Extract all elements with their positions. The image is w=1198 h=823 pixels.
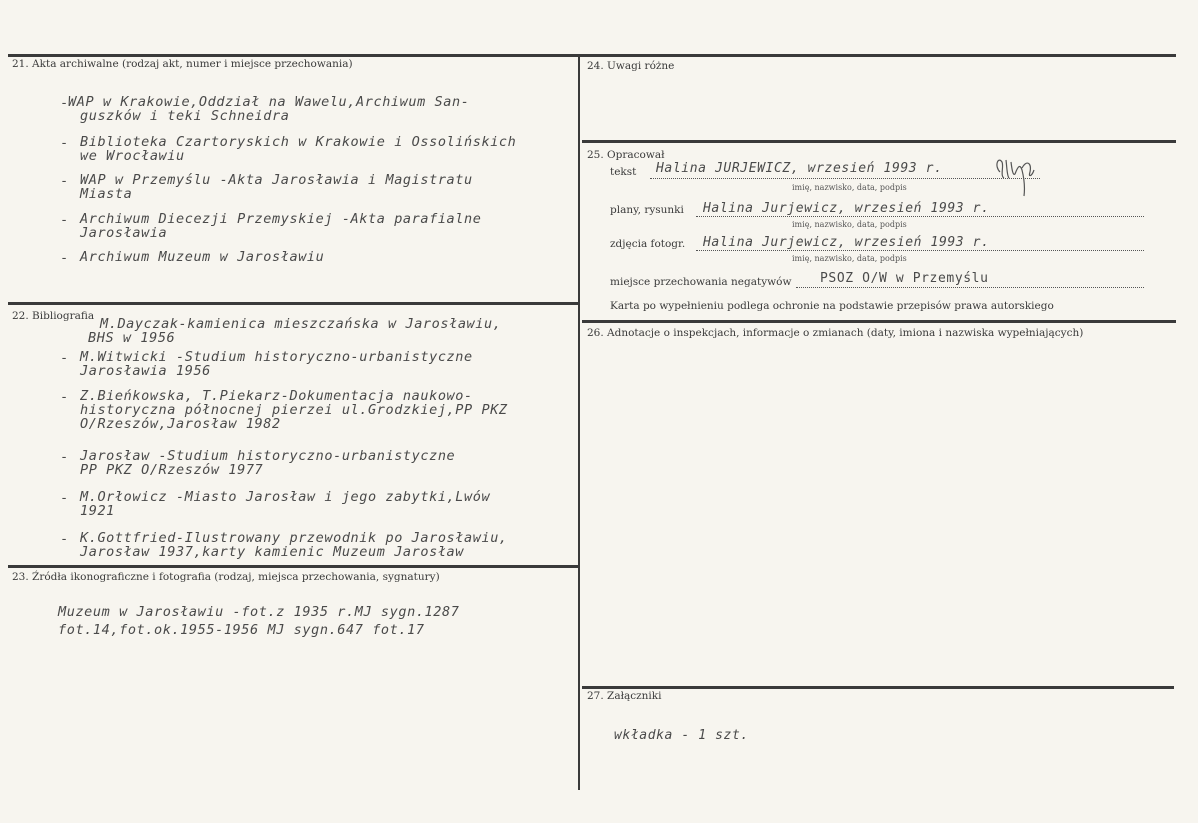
plany-caption: imię, nazwisko, data, podpis xyxy=(792,220,907,229)
entry-dash: - xyxy=(60,212,69,228)
entry-line: guszków i teki Schneidra xyxy=(80,108,290,124)
rule-21-22 xyxy=(8,302,578,305)
iconography-line1: Muzeum w Jarosławiu -fot.z 1935 r.MJ sygn.1287 xyxy=(58,604,460,620)
rule-25-26 xyxy=(582,320,1176,323)
rule-26-27 xyxy=(582,686,1174,689)
tekst-caption: imię, nazwisko, data, podpis xyxy=(792,183,907,192)
entry-dash: - xyxy=(60,449,69,465)
section-22-header: 22. Bibliografia xyxy=(12,310,95,322)
section-27-header: 27. Załączniki xyxy=(587,690,662,702)
entry-line: Biblioteka Czartoryskich w Krakowie i Ossolińskich xyxy=(80,134,517,150)
tekst-dotline xyxy=(650,178,1040,179)
entry-line: PP PKZ O/Rzeszów 1977 xyxy=(80,462,264,478)
plany-value: Halina Jurjewicz, wrzesień 1993 r. xyxy=(703,201,990,216)
rule-22-23 xyxy=(8,565,578,568)
entry-dash: - xyxy=(60,490,69,506)
entry-line: Archiwum Muzeum w Jarosławiu xyxy=(80,249,325,265)
zdjecia-label: zdjęcia fotogr. xyxy=(610,238,686,250)
tekst-label: tekst xyxy=(610,166,637,178)
plany-dotline xyxy=(696,216,1144,217)
entry-line: we Wrocławiu xyxy=(80,148,185,164)
handwritten-signature xyxy=(992,152,1042,200)
entry-line: Z.Bieńkowska, T.Piekarz-Dokumentacja naukowo- xyxy=(80,388,473,404)
miejsce-label: miejsce przechowania negatywów xyxy=(610,276,792,288)
section-23-header: 23. Źródła ikonograficzne i fotografia (rodzaj, miejsca przechowania, sygnatury) xyxy=(12,571,440,583)
section-25-header: 25. Opracował xyxy=(587,149,665,161)
entry-dash: - xyxy=(60,95,69,111)
entry-dash: - xyxy=(60,135,69,151)
entry-line: K.Gottfried-Ilustrowany przewodnik po Jarosławiu, xyxy=(80,530,508,546)
entry-dash: - xyxy=(60,173,69,189)
entry-line: Archiwum Diecezji Przemyskiej -Akta parafialne xyxy=(80,211,482,227)
entry-line: Jarosław 1937,karty kamienic Muzeum Jarosław xyxy=(80,544,465,560)
entry-line: historyczna północnej pierzei ul.Grodzkiej,PP PKZ xyxy=(80,402,508,418)
rule-24-25 xyxy=(582,140,1176,143)
section-21-header: 21. Akta archiwalne (rodzaj akt, numer i miejsce przechowania) xyxy=(12,58,353,70)
entry-line: M.Orłowicz -Miasto Jarosław i jego zabytki,Lwów xyxy=(80,489,491,505)
zdjecia-dotline xyxy=(696,250,1144,251)
miejsce-dotline xyxy=(796,287,1144,288)
section-24-header: 24. Uwagi różne xyxy=(587,60,675,72)
entry-dash: - xyxy=(60,389,69,405)
zdjecia-value: Halina Jurjewicz, wrzesień 1993 r. xyxy=(703,235,990,250)
bibliography-first-line2: BHS w 1956 xyxy=(88,330,176,346)
copyright-note: Karta po wypełnieniu podlega ochronie na podstawie przepisów prawa autorskiego xyxy=(610,300,1054,312)
entry-line: 1921 xyxy=(80,503,115,519)
entry-line: WAP w Krakowie,Oddział na Wawelu,Archiwum San- xyxy=(68,94,470,110)
attachments-value: wkładka - 1 szt. xyxy=(614,728,749,743)
entry-dash: - xyxy=(60,350,69,366)
bibliography-first-line1: M.Dayczak-kamienica mieszczańska w Jarosławiu, xyxy=(100,316,502,332)
top-rule xyxy=(8,54,1176,57)
entry-line: O/Rzeszów,Jarosław 1982 xyxy=(80,416,281,432)
entry-dash: - xyxy=(60,250,69,266)
entry-line: Jarosławia 1956 xyxy=(80,363,211,379)
entry-line: Jarosławia xyxy=(80,225,168,241)
entry-line: Jarosław -Studium historyczno-urbanistyczne xyxy=(80,448,456,464)
section-26-header: 26. Adnotacje o inspekcjach, informacje o zmianach (daty, imiona i nazwiska wypełniających) xyxy=(587,327,1084,339)
miejsce-value: PSOZ O/W w Przemyślu xyxy=(820,271,989,286)
entry-line: WAP w Przemyślu -Akta Jarosławia i Magistratu xyxy=(80,172,473,188)
iconography-line2: fot.14,fot.ok.1955-1956 MJ sygn.647 fot.17 xyxy=(58,622,425,638)
tekst-value: Halina JURJEWICZ, wrzesień 1993 r. xyxy=(656,161,943,176)
entry-line: Miasta xyxy=(80,186,133,202)
plany-label: plany, rysunki xyxy=(610,204,684,216)
entry-dash: - xyxy=(60,531,69,547)
zdjecia-caption: imię, nazwisko, data, podpis xyxy=(792,254,907,263)
center-divider xyxy=(578,54,580,790)
entry-line: M.Witwicki -Studium historyczno-urbanistyczne xyxy=(80,349,473,365)
